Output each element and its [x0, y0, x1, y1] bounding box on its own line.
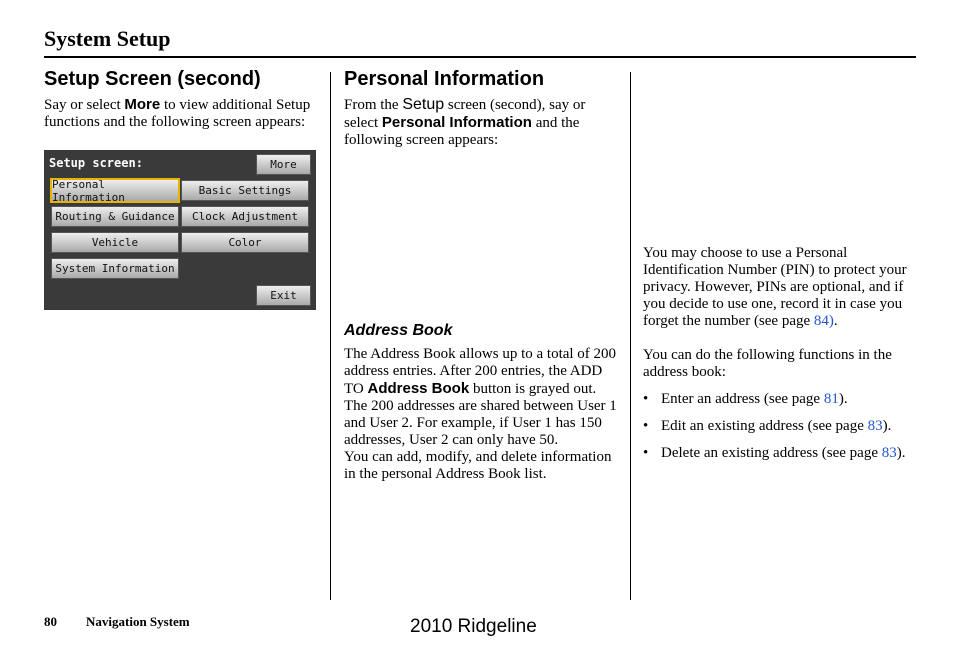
setup-keyword: Setup: [402, 96, 445, 113]
watermark: 2010 Ridgeline: [410, 616, 537, 637]
column-3: [643, 245, 915, 472]
address-book-keyword: Address Book: [367, 380, 470, 397]
address-book-heading: Address Book: [344, 322, 453, 339]
pi-text-e: and the following screen appears:: [344, 115, 580, 148]
color-button[interactable]: Color: [181, 232, 309, 253]
personal-information-keyword: Personal Information: [381, 114, 532, 131]
page-84-link[interactable]: 84): [813, 313, 834, 329]
column-divider-1: [330, 72, 331, 600]
list-item: [643, 391, 915, 408]
system-information-button[interactable]: System Information: [51, 258, 179, 279]
setup-screen-intro: [44, 96, 319, 131]
address-book-edit-note: You can add, modify, and delete information in the personal Address Book list.: [344, 449, 612, 482]
column-2: [344, 68, 619, 149]
vehicle-button[interactable]: Vehicle: [51, 232, 179, 253]
more-button[interactable]: More: [256, 154, 311, 175]
intro-text-c: to view additional Setup functions and the following screen appears:: [44, 97, 311, 130]
address-book-description: [344, 346, 619, 449]
footer-section-name: Navigation System: [86, 614, 190, 629]
b1-text: Enter an address (see page: [661, 391, 824, 407]
header-rule: [44, 56, 916, 58]
personal-information-button[interactable]: Personal Information: [50, 178, 180, 203]
b3-text: Delete an existing address (see page: [661, 445, 882, 461]
list-item: [643, 418, 915, 435]
bullet-icon: •: [643, 391, 649, 407]
basic-settings-button[interactable]: Basic Settings: [181, 180, 309, 201]
pin-paragraph: [643, 245, 915, 330]
more-keyword: More: [124, 96, 161, 113]
b2-end: ).: [882, 418, 892, 434]
bullet-icon: •: [643, 418, 649, 434]
personal-information-heading: Personal Information: [344, 68, 545, 90]
column-divider-2: [630, 72, 631, 600]
functions-list: [643, 391, 915, 462]
pi-text-c: screen (second), say or select: [344, 97, 586, 131]
address-book-section: [344, 322, 619, 483]
b1-end: ).: [838, 391, 848, 407]
bullet-icon: •: [643, 445, 649, 461]
page-number: 80: [44, 614, 57, 629]
screen-title: Setup screen:: [49, 156, 143, 170]
b2-text: Edit an existing address (see page: [661, 418, 868, 434]
clock-adjustment-button[interactable]: Clock Adjustment: [181, 206, 309, 227]
page-83-link[interactable]: 83: [867, 418, 883, 434]
pin-text-a: You may choose to use a Personal Identification Number (PIN) to protect your privacy. However, PINs are optional, and if you decide to use one, record it in case you forget the number (see page: [643, 245, 907, 329]
pin-text-c: .: [833, 313, 838, 329]
page-83-link-2[interactable]: 83: [881, 445, 897, 461]
b3-end: ).: [896, 445, 906, 461]
setup-screen-second-heading: Setup Screen (second): [44, 68, 261, 90]
routing-guidance-button[interactable]: Routing & Guidance: [51, 206, 179, 227]
page-header-title: System Setup: [44, 26, 171, 51]
exit-button[interactable]: Exit: [256, 285, 311, 306]
column-1: [44, 68, 319, 131]
personal-information-intro: [344, 96, 619, 149]
pi-text-a: From the: [344, 97, 403, 113]
ab-text-a: The Address Book allows up to a total of 200 address entries. After 200 entries, the ADD TO: [344, 346, 617, 397]
page-81-link[interactable]: 81: [823, 391, 839, 407]
setup-screen-image: [44, 150, 316, 310]
intro-text-a: Say or select: [44, 97, 125, 113]
functions-intro: You can do the following functions in the address book:: [643, 347, 892, 380]
ab-text-c: button is grayed out. The 200 addresses are shared between User 1 and User 2. For example, if User 1 has 150 addresses, User 2 can only have 50.: [344, 381, 617, 448]
list-item: [643, 445, 915, 462]
